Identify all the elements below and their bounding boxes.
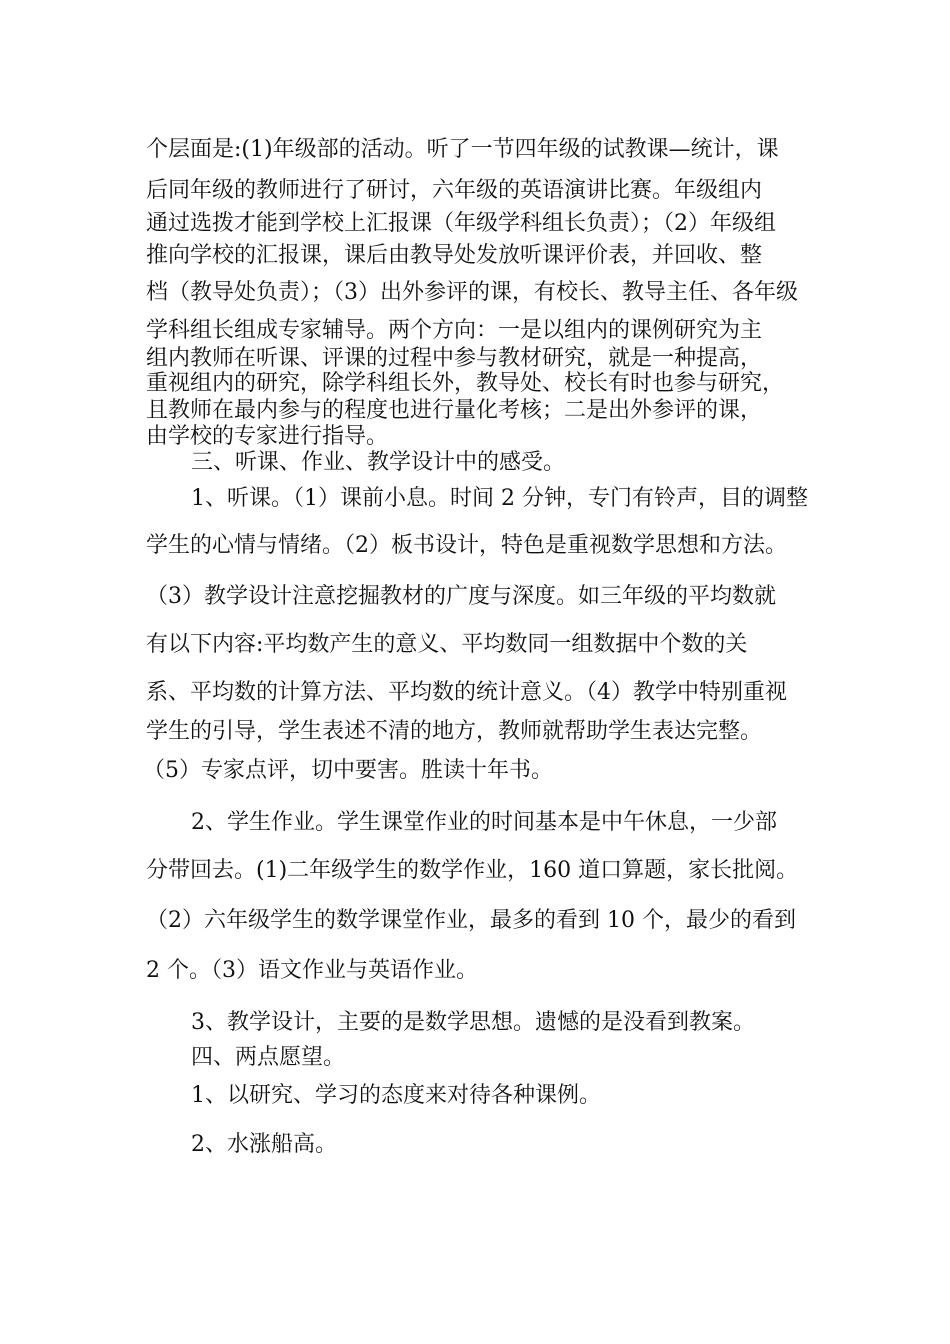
text-line: 学科组长组成专家辅导。两个方向：一是以组内的课例研究为主 — [146, 318, 763, 343]
text-line: 1、以研究、学习的态度来对待各种课例。 — [191, 1083, 601, 1108]
text-line: 3、教学设计，主要的是数学思想。遗憾的是没看到教案。 — [191, 1010, 755, 1035]
text-line: 分带回去。(1)二年级学生的数学作业，160 道口算题，家长批阅。 — [146, 858, 799, 883]
text-line: 有以下内容:平均数产生的意义、平均数同一组数据中个数的关 — [146, 632, 748, 657]
text-line: 2 个。（3）语文作业与英语作业。 — [146, 958, 478, 983]
text-line: 档（教导处负责）；（3）出外参评的课，有校长、教导主任、各年级 — [146, 280, 798, 305]
text-line: （5）专家点评，切中要害。胜读十年书。 — [143, 758, 553, 783]
text-line: 后同年级的教师进行了研讨，六年级的英语演讲比赛。年级组内 — [146, 178, 763, 203]
text-line: 系、平均数的计算方法、平均数的统计意义。（4）教学中特别重视 — [146, 680, 787, 705]
text-line: 个层面是:(1)年级部的活动。听了一节四年级的试教课—统计，课 — [146, 137, 779, 162]
text-line: 学生的引导，学生表述不清的地方，教师就帮助学生表达完整。 — [146, 719, 763, 744]
text-line: 且教师在最内参与的程度也进行量化考核；二是出外参评的课， — [146, 398, 763, 423]
text-line: 推向学校的汇报课，课后由教导处发放听课评价表，并回收、整 — [146, 243, 763, 268]
text-line: 2、水涨船高。 — [191, 1132, 337, 1157]
text-line: 1、听课。（1）课前小息。时间 2 分钟，专门有铃声，目的调整 — [191, 486, 808, 511]
text-line: 重视组内的研究，除学科组长外，教导处、校长有时也参与研究， — [146, 371, 785, 396]
text-line: 组内教师在听课、评课的过程中参与教材研究，就是一种提高， — [146, 346, 763, 371]
text-line: （3）教学设计注意挖掘教材的广度与深度。如三年级的平均数就 — [146, 584, 776, 609]
text-line: （2）六年级学生的数学课堂作业，最多的看到 10 个，最少的看到 — [146, 908, 796, 933]
text-line: 2、学生作业。学生课堂作业的时间基本是中午休息，一少部 — [191, 810, 777, 835]
section-heading: 三、听课、作业、教学设计中的感受。 — [191, 450, 566, 475]
section-heading: 四、两点愿望。 — [191, 1045, 346, 1070]
text-line: 通过选拨才能到学校上汇报课（年级学科组长负责）；（2）年级组 — [146, 211, 776, 236]
text-line: 由学校的专家进行指导。 — [146, 424, 389, 449]
text-line: 学生的心情与情绪。（2）板书设计，特色是重视数学思想和方法。 — [146, 533, 787, 558]
